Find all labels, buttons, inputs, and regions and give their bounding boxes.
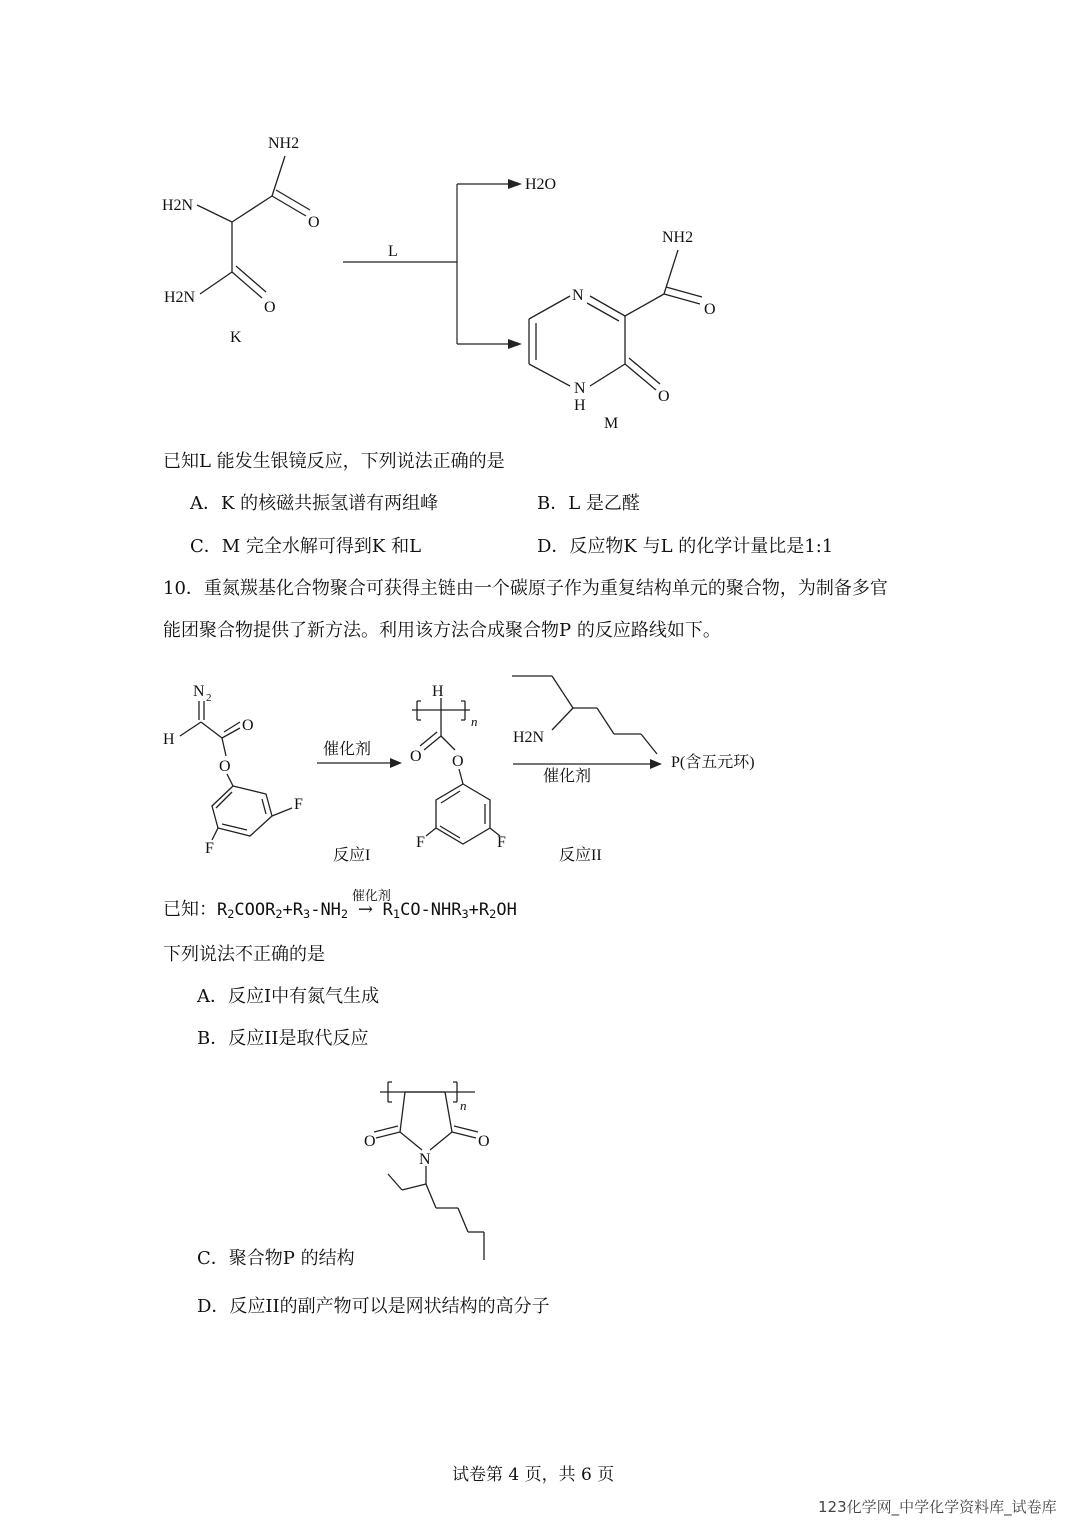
polymer-o1: O: [364, 1133, 376, 1150]
q10-option-d[interactable]: D．反应II的副产物可以是网状结构的高分子: [197, 1296, 550, 1317]
K-o2: O: [264, 299, 276, 316]
q9-arrows: [343, 176, 556, 349]
q10-option-c[interactable]: C．聚合物P 的结构: [197, 1248, 355, 1269]
q9-option-d[interactable]: D．反应物K 与L 的化学计量比是1:1: [537, 536, 834, 557]
intermediate-f1: F: [416, 834, 425, 851]
intermediate-f2: F: [497, 834, 506, 851]
q10-option-b[interactable]: B．反应II是取代反应: [197, 1028, 369, 1049]
product-p: P(含五元环): [671, 754, 755, 771]
q9-reaction-diagram: [0, 0, 1075, 450]
polymer-n: N: [419, 1151, 431, 1168]
M-nh-n: N: [574, 380, 586, 397]
diazo-n2: N: [193, 683, 205, 700]
q10-reaction-scheme: [0, 668, 1075, 868]
polymer-n-sub: n: [460, 1098, 467, 1113]
M-o-ring: O: [658, 388, 670, 405]
known-rhs: $R_1CO-NHR_3+R_2OH$: [382, 900, 517, 921]
product-h2o: H2O: [525, 176, 557, 193]
known-lhs: $R_2COOR_2+R_3-NH_2$: [217, 900, 349, 921]
molecule-M: [529, 229, 716, 432]
intermediate-o-ester: O: [452, 753, 464, 770]
M-o-amide: O: [704, 301, 716, 318]
q10-stem-line2: 能团聚合物提供了新方法。利用该方法合成聚合物P 的反应路线如下。: [163, 620, 721, 641]
K-label: K: [230, 329, 242, 346]
diazo-o-carbonyl: O: [242, 717, 254, 734]
q10-known: [163, 889, 517, 926]
page-footer: 试卷第 4 页，共 6 页: [452, 1465, 615, 1485]
diazo-h: H: [163, 731, 175, 748]
intermediate-o-carbonyl: O: [410, 748, 422, 765]
M-n: N: [572, 287, 584, 304]
reaction-2-label: 反应II: [559, 847, 602, 864]
q9-option-b[interactable]: B．L 是乙醛: [537, 493, 640, 514]
diazo-o-ester: O: [219, 758, 231, 775]
K-nh2-top: NH2: [268, 135, 300, 152]
diazo-f1: F: [294, 796, 303, 813]
K-o1: O: [308, 214, 320, 231]
polymer-intermediate: [410, 683, 506, 851]
q10-option-a[interactable]: A．反应I中有氮气生成: [197, 986, 380, 1007]
q9-stem: 已知L 能发生银镜反应，下列说法正确的是: [163, 451, 505, 472]
K-h2n-low: H2N: [164, 289, 196, 306]
M-label: M: [604, 415, 619, 432]
known-catalyst: 催化剂: [351, 889, 391, 904]
amine-reagent: [512, 676, 657, 754]
diazo-n2-sub: 2: [206, 692, 212, 704]
q10-stem-line1: 10．重氮羰基化合物聚合可获得主链由一个碳原子作为重复结构单元的聚合物，为制备多官: [163, 578, 888, 599]
K-h2n-mid: H2N: [162, 197, 194, 214]
amine-h2n: H2N: [513, 729, 545, 746]
M-nh-h: H: [574, 397, 586, 414]
q10-stem2: 下列说法不正确的是: [163, 944, 325, 965]
known-arrow: 催化剂 →: [358, 898, 373, 922]
catalyst-1: 催化剂: [323, 741, 372, 758]
molecule-K: [162, 135, 320, 346]
polymer-o2: O: [478, 1133, 490, 1150]
reaction-1-label: 反应I: [333, 847, 371, 864]
reagent-L: L: [388, 243, 398, 260]
q9-option-a[interactable]: A．K 的核磁共振氢谱有两组峰: [190, 493, 439, 514]
M-nh2: NH2: [662, 229, 694, 246]
q9-option-c[interactable]: C．M 完全水解可得到K 和L: [190, 536, 422, 557]
intermediate-h: H: [432, 683, 444, 700]
catalyst-2: 催化剂: [543, 768, 592, 785]
watermark: 123化学网_中学化学资料库_试卷库: [818, 1498, 1057, 1516]
intermediate-n-sub: n: [471, 714, 478, 729]
diazo-compound: [163, 683, 303, 857]
polymer-p-structure: [360, 1070, 560, 1270]
diazo-f2: F: [205, 840, 214, 857]
known-prefix: 已知：: [163, 899, 217, 920]
